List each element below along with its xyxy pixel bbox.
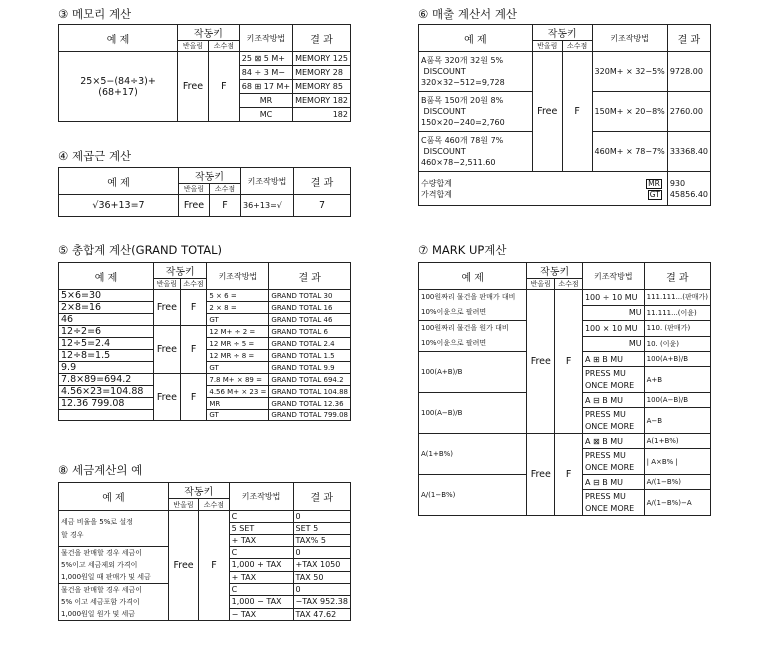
- gt-example-3: 46: [59, 314, 154, 326]
- markup-table: [418, 262, 711, 516]
- memory-method-1: 25 ⊠ 5 M+: [239, 52, 292, 66]
- markup-result-14: A/(1−B%): [644, 475, 710, 490]
- markup-method-12: PRESS MU: [582, 449, 644, 462]
- gt-method-10: MR: [207, 398, 269, 410]
- gt-example-10: 12.36 799.08: [59, 398, 154, 410]
- markup-method-8: A ⊟ B MU: [582, 393, 644, 408]
- tax-method-2: 5 SET: [229, 523, 293, 535]
- memory-method-3: 68 ⊞ 17 M+: [239, 80, 292, 94]
- markup-example-6: A/(1−B%): [419, 475, 527, 516]
- invoice-result-a: 9728.00: [667, 52, 710, 92]
- gt-example-9: 4.56×23=104.88: [59, 386, 154, 398]
- header-result: 결 과: [293, 483, 350, 511]
- section-4-title: ④ 제곱근 계산: [58, 149, 132, 163]
- gt-example-5: 12÷5=2.4: [59, 338, 154, 350]
- sqrt-method: 36+13=√: [241, 195, 294, 217]
- tax-method-8: 1,000 − TAX: [229, 596, 293, 608]
- header-keys: 작동키: [178, 25, 240, 41]
- gt-result-10: GRAND TOTAL 12.36: [269, 398, 351, 410]
- header-keys: 작동키: [532, 25, 592, 41]
- header-method: 키조작방법: [239, 25, 292, 52]
- memory-method-5: MC: [239, 108, 292, 122]
- section-5-title: ⑤ 총합계 계산(GRAND TOTAL): [58, 243, 223, 257]
- sqrt-result: 7: [294, 195, 351, 217]
- sqrt-dec: F: [210, 195, 241, 217]
- invoice-result-c: 33368.40: [667, 132, 710, 172]
- tax-result-6: TAX 50: [293, 571, 350, 583]
- memory-result-2: MEMORY 28: [293, 66, 351, 80]
- markup-example-3: 100(A+B)/B: [419, 352, 527, 393]
- gt-result-5: GRAND TOTAL 2.4: [269, 338, 351, 350]
- memory-result-5: 182: [293, 108, 351, 122]
- header-round: 반올림: [527, 279, 555, 290]
- markup-result-2: 11.111...(이윤): [644, 305, 710, 321]
- header-example: 예 제: [59, 263, 154, 290]
- markup-result-15: A/(1−B%)−A: [644, 490, 710, 516]
- markup-example-2: 100원짜리 물건을 원가 대비 10%이윤으로 팔려면: [419, 321, 527, 352]
- header-example: 예 제: [59, 25, 178, 52]
- gt-method-3: GT: [207, 314, 269, 326]
- markup-method-14: A ⊟ B MU: [582, 475, 644, 490]
- memory-method-2: 84 ÷ 3 M−: [239, 66, 292, 80]
- gt-result-8: GRAND TOTAL 694.2: [269, 374, 351, 386]
- invoice-method-c: 460M+ × 78−7%: [592, 132, 667, 172]
- invoice-example-a: A품목 320개 32원 5% DISCOUNT 320×32−512=9,728: [419, 52, 533, 92]
- markup-round-b: Free: [527, 434, 555, 516]
- gt-method-4: 12 M+ ÷ 2 =: [207, 326, 269, 338]
- tax-table: [58, 482, 351, 621]
- invoice-dec: F: [562, 52, 592, 172]
- header-method: 키조작방법: [592, 25, 667, 52]
- gt-example-8: 7.8×89=694.2: [59, 374, 154, 386]
- header-keys: 작동키: [179, 168, 241, 184]
- gt-round-c: Free: [154, 374, 181, 421]
- gt-result-4: GRAND TOTAL 6: [269, 326, 351, 338]
- gt-method-7: GT: [207, 362, 269, 374]
- markup-result-1: 111.111...(판매가): [644, 290, 710, 306]
- invoice-method-a: 320M+ × 32−5%: [592, 52, 667, 92]
- tax-result-2: SET 5: [293, 523, 350, 535]
- markup-result-11: A(1+B%): [644, 434, 710, 449]
- gt-method-1: 5 × 6 =: [207, 290, 269, 302]
- markup-result-9: A−B: [644, 408, 710, 434]
- header-dec: 소수점: [208, 41, 239, 52]
- header-method: 키조작방법: [582, 263, 644, 290]
- section-3-title: ③ 메모리 계산: [58, 7, 132, 21]
- sqrt-table: [58, 167, 351, 217]
- header-result: 결 과: [269, 263, 351, 290]
- invoice-method-b: 150M+ × 20−8%: [592, 92, 667, 132]
- header-dec: 소수점: [180, 279, 207, 290]
- markup-example-5: A(1+B%): [419, 434, 527, 475]
- tax-method-6: + TAX: [229, 571, 293, 583]
- header-round: 반올림: [178, 41, 209, 52]
- invoice-table: [418, 24, 711, 206]
- invoice-summary-values: 930 45856.40: [667, 172, 710, 206]
- tax-example-1: 세금 비율을 5%로 설정 할 경우: [59, 511, 169, 547]
- header-method: 키조작방법: [229, 483, 293, 511]
- gt-result-11: GRAND TOTAL 799.08: [269, 410, 351, 421]
- gt-result-7: GRAND TOTAL 9.9: [269, 362, 351, 374]
- gt-dec-a: F: [180, 290, 207, 326]
- gt-result-6: GRAND TOTAL 1.5: [269, 350, 351, 362]
- markup-method-16: ONCE MORE: [582, 503, 644, 516]
- gt-method-2: 2 × 8 =: [207, 302, 269, 314]
- header-result: 결 과: [294, 168, 351, 195]
- markup-example-1: 100원짜리 물건을 판매가 대비 10%이윤으로 팔려면: [419, 290, 527, 321]
- memory-table: [58, 24, 351, 122]
- section-6-title: ⑥ 매출 계산서 계산: [418, 7, 518, 21]
- header-keys: 작동키: [154, 263, 207, 279]
- header-example: 예 제: [419, 263, 527, 290]
- gt-method-6: 12 MR ÷ 8 =: [207, 350, 269, 362]
- mr-key: MR: [648, 179, 660, 188]
- tax-method-4: C: [229, 547, 293, 559]
- section-7-title: ⑦ MARK UP계산: [418, 243, 507, 257]
- gt-result-1: GRAND TOTAL 30: [269, 290, 351, 302]
- invoice-result-b: 2760.00: [667, 92, 710, 132]
- markup-dec-b: F: [555, 434, 583, 516]
- gt-round-a: Free: [154, 290, 181, 326]
- markup-method-1: 100 ÷ 10 MU: [582, 290, 644, 306]
- gt-example-4: 12÷2=6: [59, 326, 154, 338]
- markup-round-a: Free: [527, 290, 555, 434]
- header-example: 예 제: [59, 168, 179, 195]
- header-example: 예 제: [419, 25, 533, 52]
- markup-result-4: 10. (이윤): [644, 336, 710, 352]
- markup-method-7: ONCE MORE: [582, 380, 644, 393]
- markup-method-3: 100 × 10 MU: [582, 321, 644, 337]
- gt-example-11: [59, 410, 154, 421]
- tax-result-5: +TAX 1050: [293, 559, 350, 571]
- invoice-example-c: C품목 460개 78원 7% DISCOUNT 460×78−2,511.60: [419, 132, 533, 172]
- gt-example-2: 2×8=16: [59, 302, 154, 314]
- header-round: 반올림: [168, 499, 198, 511]
- gt-method-9: 4.56 M+ × 23 =: [207, 386, 269, 398]
- section-8-title: ⑧ 세금계산의 예: [58, 463, 143, 477]
- header-keys: 작동키: [168, 483, 229, 499]
- markup-result-5: 100(A+B)/B: [644, 352, 710, 367]
- markup-method-13: ONCE MORE: [582, 462, 644, 475]
- header-dec: 소수점: [210, 184, 241, 195]
- tax-result-1: 0: [293, 511, 350, 523]
- gt-dec-c: F: [180, 374, 207, 421]
- invoice-summary: 수량합계 가격합계 MR GT: [419, 172, 668, 206]
- invoice-round: Free: [532, 52, 562, 172]
- memory-result-4: MEMORY 182: [293, 94, 351, 108]
- markup-result-3: 110. (판매가): [644, 321, 710, 337]
- memory-result-1: MEMORY 125: [293, 52, 351, 66]
- markup-example-4: 100(A−B)/B: [419, 393, 527, 434]
- memory-dec: F: [208, 52, 239, 122]
- header-result: 결 과: [293, 25, 351, 52]
- tax-method-3: + TAX: [229, 535, 293, 547]
- markup-method-10: ONCE MORE: [582, 421, 644, 434]
- gt-dec-b: F: [180, 326, 207, 374]
- tax-round: Free: [168, 511, 198, 621]
- markup-method-15: PRESS MU: [582, 490, 644, 503]
- header-method: 키조작방법: [207, 263, 269, 290]
- memory-result-3: MEMORY 85: [293, 80, 351, 94]
- header-round: 반올림: [532, 41, 562, 52]
- gt-key: GT: [649, 190, 660, 199]
- header-result: 결 과: [667, 25, 710, 52]
- markup-result-12: | A×B% |: [644, 449, 710, 475]
- header-round: 반올림: [179, 184, 210, 195]
- gt-method-5: 12 MR ÷ 5 =: [207, 338, 269, 350]
- memory-example: 25×5−(84÷3)+(68+17): [59, 52, 178, 122]
- gt-example-7: 9.9: [59, 362, 154, 374]
- markup-method-11: A ⊠ B MU: [582, 434, 644, 449]
- gt-result-2: GRAND TOTAL 16: [269, 302, 351, 314]
- grand-total-table: [58, 262, 351, 421]
- sqrt-round: Free: [179, 195, 210, 217]
- header-example: 예 제: [59, 483, 169, 511]
- markup-method-2: MU: [582, 305, 644, 321]
- markup-method-9: PRESS MU: [582, 408, 644, 421]
- tax-result-8: −TAX 952.38: [293, 596, 350, 608]
- gt-result-3: GRAND TOTAL 46: [269, 314, 351, 326]
- tax-method-5: 1,000 + TAX: [229, 559, 293, 571]
- gt-method-8: 7.8 M+ × 89 =: [207, 374, 269, 386]
- tax-method-7: C: [229, 584, 293, 596]
- tax-example-3: 물건을 판매할 경우 세금이 5% 이고 세금포함 가격이 1,000원일 원가 및 세금: [59, 584, 169, 621]
- gt-round-b: Free: [154, 326, 181, 374]
- gt-method-11: GT: [207, 410, 269, 421]
- tax-result-7: 0: [293, 584, 350, 596]
- markup-method-6: PRESS MU: [582, 367, 644, 380]
- tax-result-9: TAX 47.62: [293, 608, 350, 620]
- tax-method-1: C: [229, 511, 293, 523]
- markup-method-5: A ⊞ B MU: [582, 352, 644, 367]
- tax-method-9: − TAX: [229, 608, 293, 620]
- markup-result-6: A+B: [644, 367, 710, 393]
- invoice-example-b: B품목 150개 20원 8% DISCOUNT 150×20−240=2,760: [419, 92, 533, 132]
- header-keys: 작동키: [527, 263, 583, 279]
- gt-example-1: 5×6=30: [59, 290, 154, 302]
- header-method: 키조작방법: [241, 168, 294, 195]
- header-round: 반올림: [154, 279, 181, 290]
- tax-example-2: 물건을 판매할 경우 세금이 5%이고 세금제외 가격이 1,000원일 때 판매가 및 세금: [59, 547, 169, 584]
- memory-method-4: MR: [239, 94, 292, 108]
- header-dec: 소수점: [199, 499, 229, 511]
- tax-dec: F: [199, 511, 229, 621]
- gt-result-9: GRAND TOTAL 104.88: [269, 386, 351, 398]
- header-result: 결 과: [644, 263, 710, 290]
- tax-result-4: 0: [293, 547, 350, 559]
- sqrt-example: √36+13=7: [59, 195, 179, 217]
- tax-result-3: TAX% 5: [293, 535, 350, 547]
- header-dec: 소수점: [555, 279, 583, 290]
- memory-round: Free: [178, 52, 209, 122]
- header-dec: 소수점: [562, 41, 592, 52]
- markup-result-8: 100(A−B)/B: [644, 393, 710, 408]
- gt-example-6: 12÷8=1.5: [59, 350, 154, 362]
- markup-method-4: MU: [582, 336, 644, 352]
- markup-dec-a: F: [555, 290, 583, 434]
